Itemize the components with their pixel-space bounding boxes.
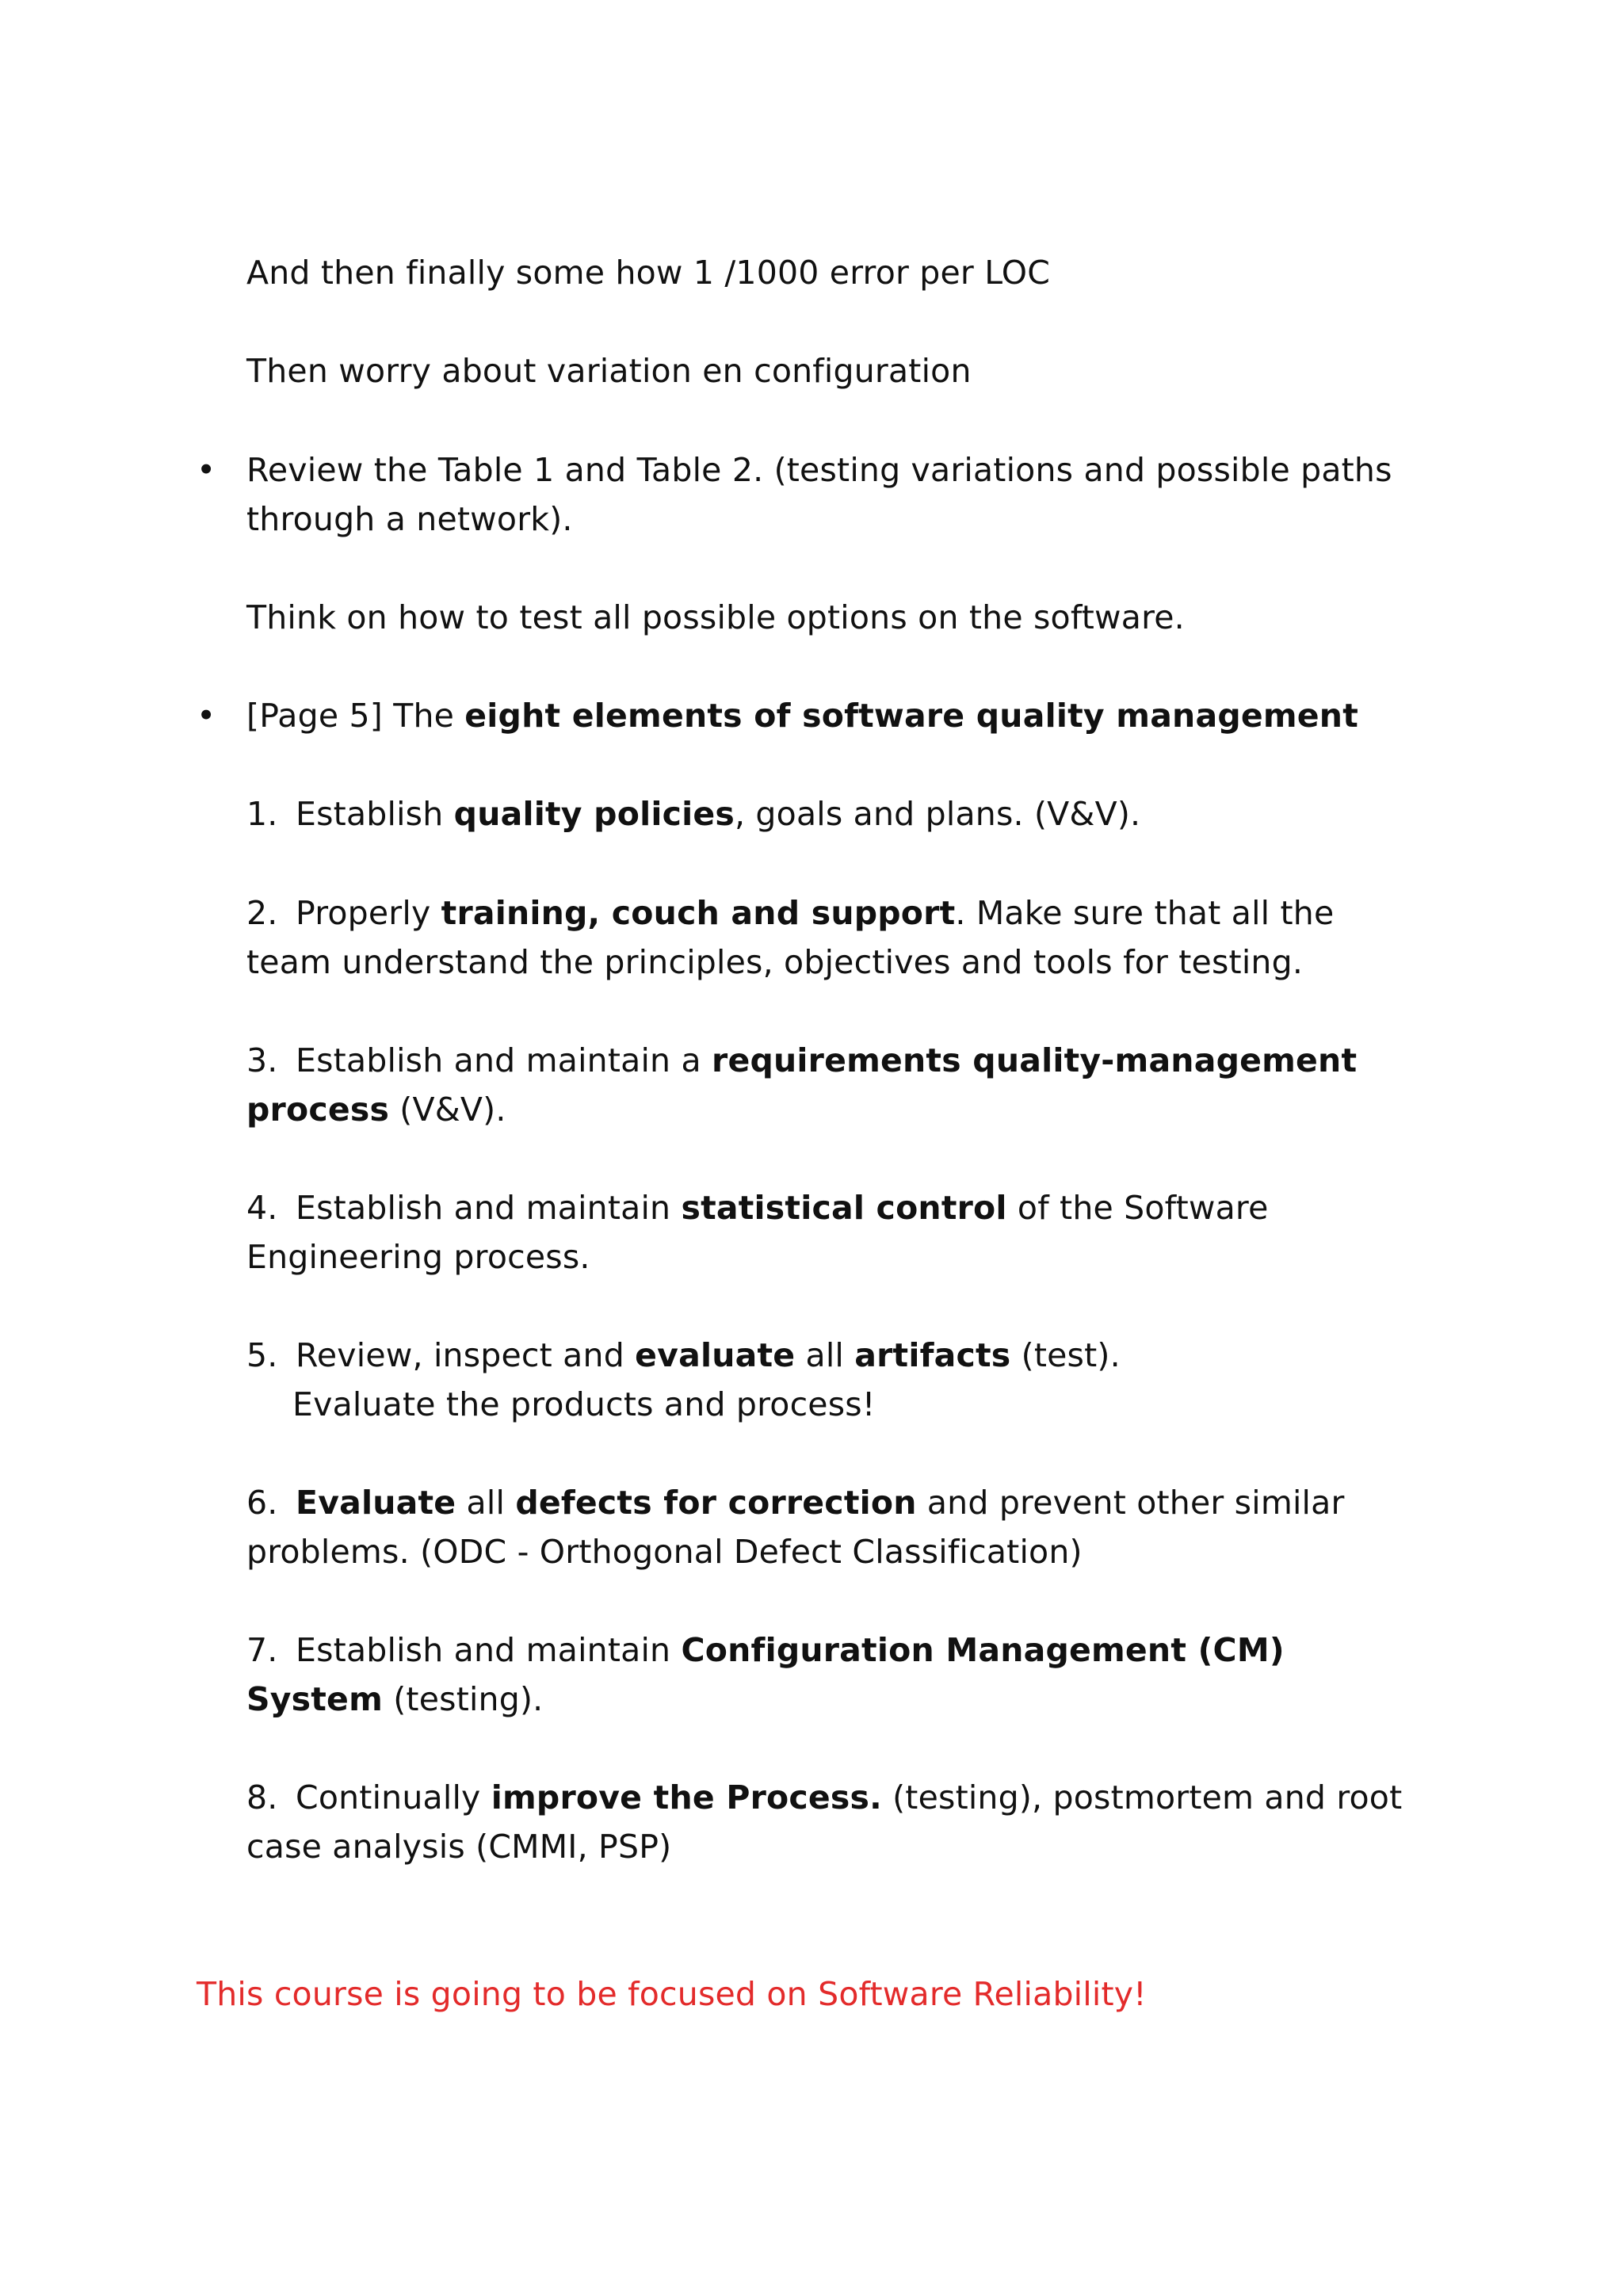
bullet-marker: •: [197, 451, 216, 489]
paragraph-think-test: Think on how to test all possible options on the software.: [246, 598, 1185, 636]
text-run: Establish and maintain a: [296, 1041, 712, 1079]
bold-run: requirements quality-management: [712, 1041, 1358, 1079]
bold-run: evaluate: [635, 1336, 796, 1374]
text-run: all: [795, 1336, 855, 1374]
list-item-7-line2: [246, 1675, 543, 1724]
list-item-5-line2: Evaluate the products and process!: [292, 1385, 876, 1423]
text-run: Properly: [296, 894, 441, 932]
item-number: 3.: [246, 1041, 278, 1079]
list-item-6-line2: problems. (ODC - Orthogonal Defect Classification): [246, 1533, 1083, 1571]
bold-run: Configuration Management (CM): [681, 1631, 1285, 1669]
bold-run: Evaluate: [296, 1484, 456, 1522]
paragraph-variation: Then worry about variation en configuration: [246, 352, 972, 390]
text-run: all: [456, 1484, 516, 1522]
item-number: 2.: [246, 894, 278, 932]
item-number: 1.: [246, 795, 278, 833]
list-item-1: [246, 789, 1140, 839]
bold-run: statistical control: [681, 1189, 1007, 1227]
text-run: and prevent other similar: [916, 1484, 1345, 1522]
text-run: Establish and maintain: [296, 1631, 682, 1669]
bold-run: artifacts: [854, 1336, 1011, 1374]
list-item-7: [246, 1626, 1285, 1675]
paragraph-eight-elements: [246, 691, 1358, 740]
paragraph-review-tables-line1: Review the Table 1 and Table 2. (testing variations and possible paths: [246, 451, 1392, 489]
bold-run: defects for correction: [515, 1484, 917, 1522]
text-run: Review, inspect and: [296, 1336, 636, 1374]
text-run: Establish: [296, 795, 454, 833]
text-run: . Make sure that all the: [955, 894, 1335, 932]
text-run: (testing), postmortem and root: [881, 1778, 1403, 1817]
list-item-3: [246, 1036, 1357, 1085]
list-item-6: [246, 1478, 1345, 1527]
item-number: 6.: [246, 1484, 278, 1522]
text-run: (V&V).: [389, 1091, 506, 1129]
paragraph-error-rate: And then finally some how 1 /1000 error per LOC: [246, 254, 1051, 292]
paragraph-review-tables-line2: through a network).: [246, 500, 573, 538]
bold-run: training, couch and support: [441, 894, 956, 932]
text-run: , goals and plans. (V&V).: [734, 795, 1141, 833]
item-number: 4.: [246, 1189, 278, 1227]
bold-run: eight elements of software quality management: [464, 697, 1358, 735]
text-run: [Page 5] The: [246, 697, 465, 735]
list-item-8: [246, 1773, 1402, 1822]
list-item-5: [246, 1331, 1121, 1380]
text-run: Establish and maintain: [296, 1189, 682, 1227]
bold-run: improve the Process.: [491, 1778, 882, 1817]
bold-run: quality policies: [453, 795, 735, 833]
list-item-2-line2: team understand the principles, objectives and tools for testing.: [246, 943, 1304, 981]
list-item-4-line2: Engineering process.: [246, 1238, 590, 1276]
closing-statement: This course is going to be focused on Software Reliability!: [197, 1975, 1147, 2013]
text-run: of the Software: [1006, 1189, 1269, 1227]
bold-run: process: [246, 1091, 390, 1129]
bold-run: System: [246, 1680, 383, 1718]
text-run: (test).: [1010, 1336, 1121, 1374]
list-item-8-line2: case analysis (CMMI, PSP): [246, 1828, 672, 1866]
list-item-3-line2: [246, 1085, 506, 1134]
item-number: 8.: [246, 1778, 278, 1817]
item-number: 5.: [246, 1336, 278, 1374]
text-run: Continually: [296, 1778, 491, 1817]
item-number: 7.: [246, 1631, 278, 1669]
text-run: (testing).: [383, 1680, 544, 1718]
list-item-2: [246, 888, 1334, 938]
bullet-marker: •: [197, 697, 216, 735]
list-item-4: [246, 1183, 1269, 1232]
